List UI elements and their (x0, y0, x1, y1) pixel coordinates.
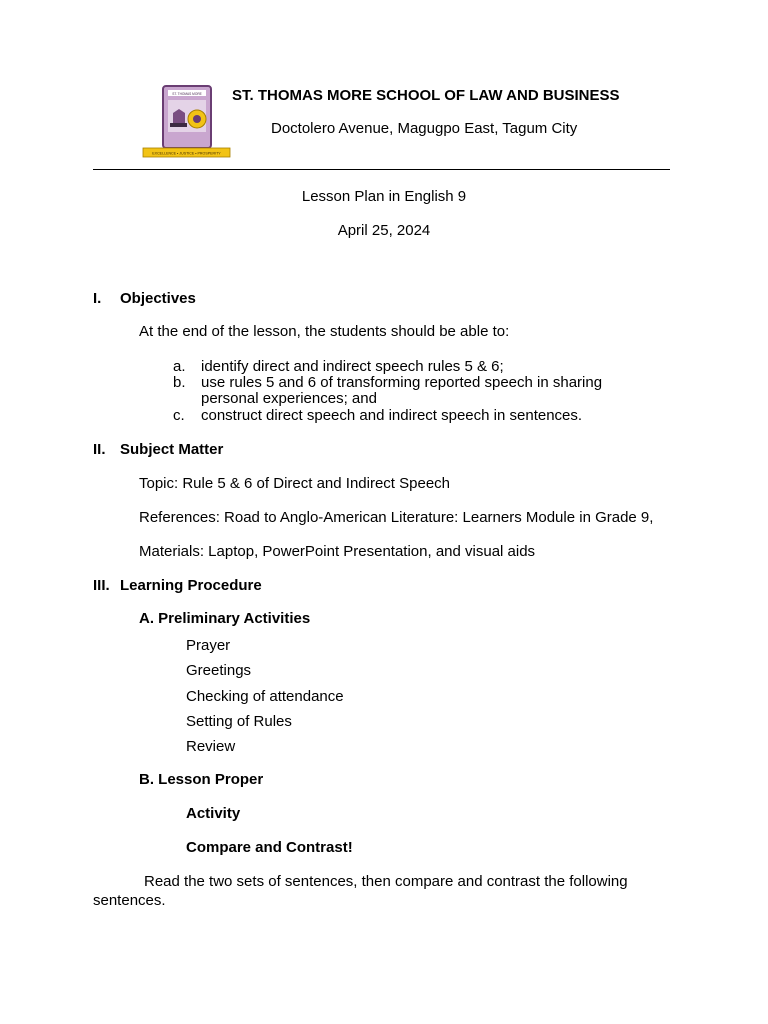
activity-instruction: Read the two sets of sentences, then compare and contrast the following (144, 873, 628, 890)
school-name: ST. THOMAS MORE SCHOOL OF LAW AND BUSINESS (232, 87, 620, 104)
preliminary-item: Setting of Rules (186, 713, 292, 730)
logo-gear-center (193, 115, 201, 123)
section-numeral-learning-procedure: III. (93, 577, 110, 594)
objective-marker: b. (173, 374, 186, 391)
section-heading-subject-matter: Subject Matter (120, 441, 224, 458)
section-numeral-objectives: I. (93, 290, 102, 307)
objective-marker: c. (173, 407, 185, 424)
section-heading-objectives: Objectives (120, 290, 196, 307)
preliminary-item: Prayer (186, 637, 231, 654)
objective-item: use rules 5 and 6 of transforming reported speech in sharing (201, 374, 603, 391)
doc-date: April 25, 2024 (337, 222, 431, 239)
lesson-proper-heading: B. Lesson Proper (139, 771, 264, 788)
activity-label: Activity (186, 805, 241, 822)
preliminary-item: Review (186, 738, 236, 755)
logo-book (170, 123, 187, 127)
objectives-intro: At the end of the lesson, the students should be able to: (139, 323, 510, 340)
subject-references: References: Road to Anglo-American Literature: Learners Module in Grade 9, (139, 509, 654, 526)
activity-title: Compare and Contrast! (186, 839, 353, 856)
preliminary-activities-heading: A. Preliminary Activities (139, 610, 311, 627)
school-address: Doctolero Avenue, Magugpo East, Tagum City (271, 120, 578, 137)
school-seal-logo (141, 85, 232, 158)
objective-marker: a. (173, 358, 186, 375)
activity-instruction-continuation: sentences. (93, 892, 166, 909)
header-divider (93, 169, 670, 170)
logo-motto: EXCELLENCE • JUSTICE • PROSPERITY (152, 151, 221, 156)
objective-item-continuation: personal experiences; and (201, 390, 377, 407)
subject-materials: Materials: Laptop, PowerPoint Presentation, and visual aids (139, 543, 536, 560)
doc-title: Lesson Plan in English 9 (301, 188, 467, 205)
preliminary-item: Greetings (186, 662, 252, 679)
section-heading-learning-procedure: Learning Procedure (120, 577, 262, 594)
section-numeral-subject-matter: II. (93, 441, 106, 458)
subject-topic: Topic: Rule 5 & 6 of Direct and Indirect Speech (139, 475, 451, 492)
preliminary-item: Checking of attendance (186, 688, 344, 705)
objective-item: identify direct and indirect speech rules 5 & 6; (201, 358, 504, 375)
logo-top-text: ST. THOMAS MORE (172, 92, 202, 96)
objective-item: construct direct speech and indirect speech in sentences. (201, 407, 583, 424)
